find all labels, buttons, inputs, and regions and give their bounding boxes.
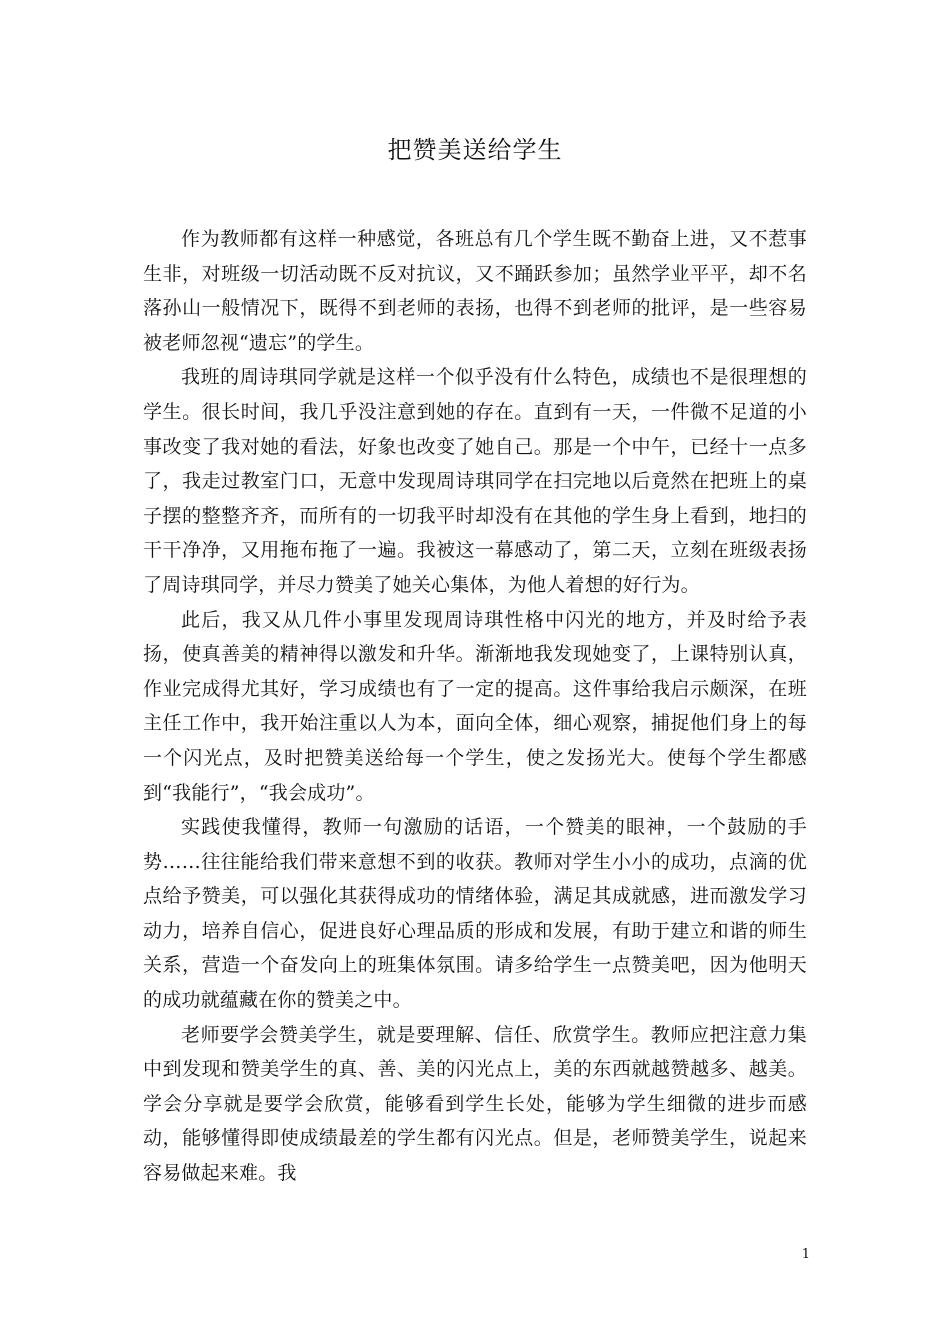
paragraph-2: 我班的周诗琪同学就是这样一个似乎没有什么特色，成绩也不是很理想的学生。很长时间，我几乎没注意到她的存在。直到有一天，一件微不足道的小事改变了我对她的看法，好象也改变了她自己。那是一个中午，已经十一点多了，我走过教室门口，无意中发现周诗琪同学在扫完地以后竟然在把班上的桌子摆的整整齐齐，而所有的一切我平时却没有在其他的学生身上看到，地扫的干干净净，又用拖布拖了一遍。我被这一幕感动了，第二天，立刻在班级表扬了周诗琪同学，并尽力赞美了她关心集体，为他人着想的好行为。 [143, 366, 807, 596]
paragraph-1: 作为教师都有这样一种感觉，各班总有几个学生既不勤奋上进，又不惹事生非，对班级一切活动既不反对抗议，又不踊跃参加；虽然学业平平，却不名落孙山一般情况下，既得不到老师的表扬，也得不到老师的批评，是一些容易被老师忽视“遗忘”的学生。 [143, 228, 807, 354]
document-body [143, 222, 807, 1191]
page-number: 1 [801, 1247, 810, 1262]
paragraph-4: 实践使我懂得，教师一句激励的话语，一个赞美的眼神，一个鼓励的手势……往往能给我们带来意想不到的收获。教师对学生小小的成功，点滴的优点给予赞美，可以强化其获得成功的情绪体验，满足其成就感，进而激发学习动力，培养自信心，促进良好心理品质的形成和发展，有助于建立和谐的师生关系，营造一个奋发向上的班集体氛围。请多给学生一点赞美吧，因为他明天的成功就蕴藏在你的赞美之中。 [143, 816, 807, 1012]
paragraph-5: 老师要学会赞美学生，就是要理解、信任、欣赏学生。教师应把注意力集中到发现和赞美学生的真、善、美的闪光点上，美的东西就越赞越多、越美。学会分享就是要学会欣赏，能够看到学生长处，能够为学生细微的进步而感动，能够懂得即使成绩最差的学生都有闪光点。但是，老师赞美学生，说起来容易做起来难。我 [143, 1023, 807, 1185]
paragraph-3: 此后，我又从几件小事里发现周诗琪性格中闪光的地方，并及时给予表扬，使真善美的精神得以激发和升华。渐渐地我发现她变了，上课特别认真，作业完成得尤其好，学习成绩也有了一定的提高。这件事给我启示颇深，在班主任工作中，我开始注重以人为本，面向全体，细心观察，捕捉他们身上的每一个闪光点，及时把赞美送给每一个学生，使之发扬光大。使每个学生都感到“我能行”，“我会成功”。 [143, 608, 807, 804]
document-title: 把赞美送给学生 [387, 136, 563, 164]
